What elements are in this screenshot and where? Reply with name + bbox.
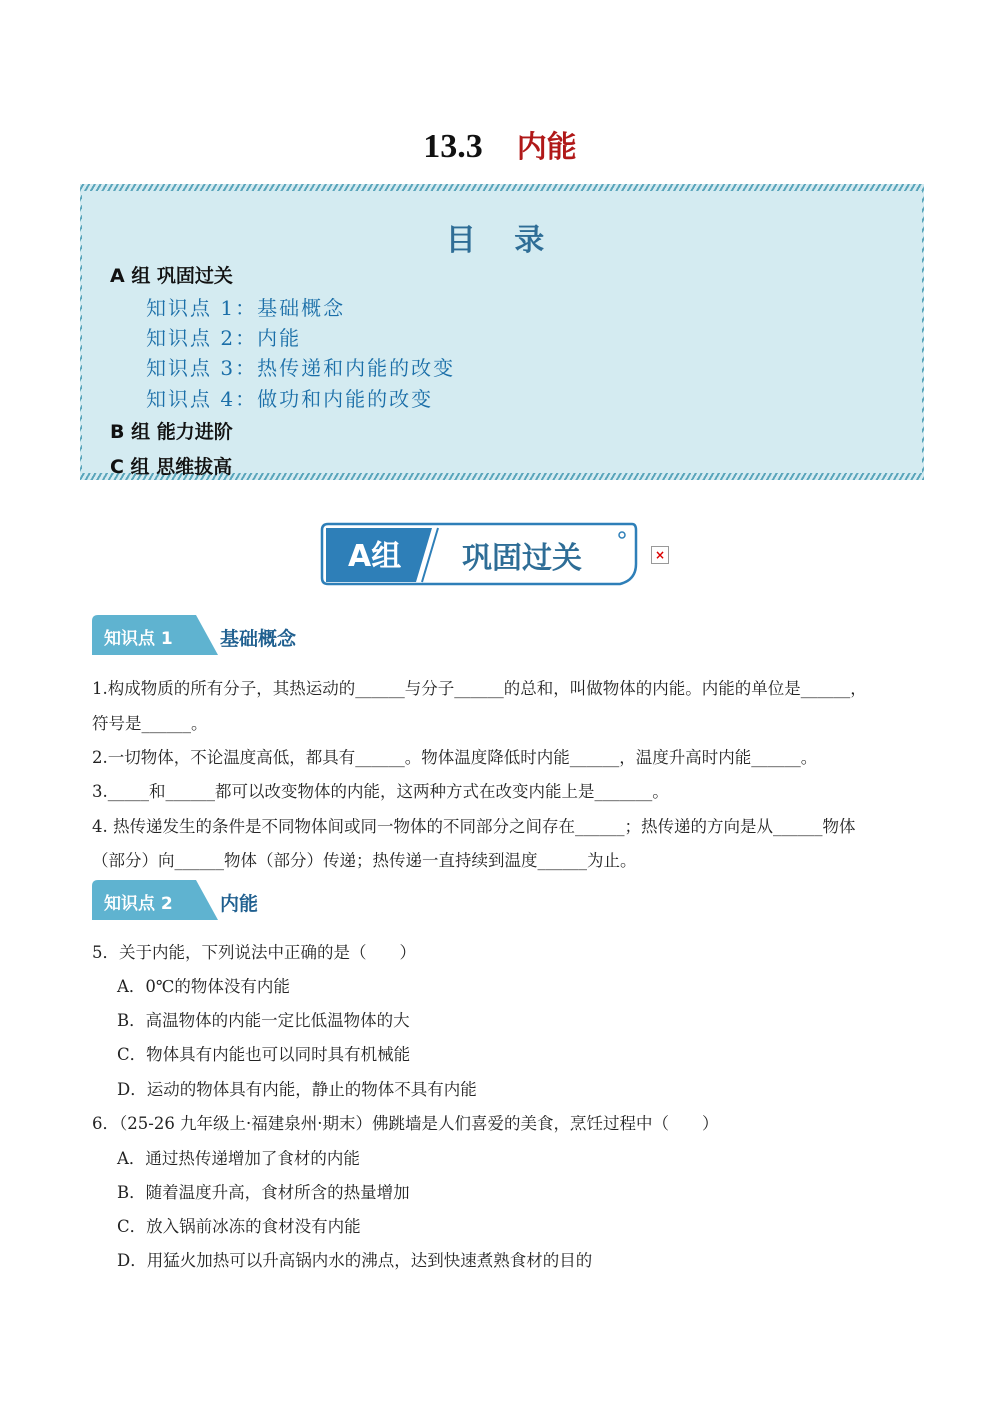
question-5-option-a[interactable]: A．0℃的物体没有内能 — [117, 977, 290, 996]
question-5-option-d[interactable]: D．运动的物体具有内能，静止的物体不具有内能 — [117, 1080, 477, 1099]
page-title — [0, 122, 1000, 166]
section-number: 13.3 — [423, 128, 483, 165]
toc-group-c[interactable]: C 组 思维拔高 — [110, 456, 233, 478]
toc-point-1[interactable]: 知识点 1：基础概念 — [146, 296, 346, 320]
banner-group-label: A组 — [348, 539, 402, 574]
question-6-option-b[interactable]: B．随着温度升高，食材所含的热量增加 — [117, 1183, 410, 1202]
knowledge-point-tag-label: 知识点 1 — [104, 629, 173, 649]
question-2: 2.一切物体，不论温度高低，都具有______。物体温度降低时内能______，温度升高时内能______。 — [92, 748, 818, 767]
question-5-option-c[interactable]: C．物体具有内能也可以同时具有机械能 — [117, 1045, 411, 1064]
question-6-option-d[interactable]: D．用猛火加热可以升高锅内水的沸点，达到快速煮熟食材的目的 — [117, 1251, 593, 1270]
question-1-line-2: 符号是______。 — [92, 714, 208, 733]
question-5-stem: 5．关于内能，下列说法中正确的是（ ） — [92, 943, 416, 962]
table-of-contents — [80, 184, 924, 480]
question-1-line-1: 1.构成物质的所有分子，其热运动的______与分子______的总和，叫做物体的内能。内能的单位是______， — [92, 679, 867, 698]
toc-title: 目 录 — [445, 223, 559, 258]
question-3: 3._____和______都可以改变物体的内能，这两种方式在改变内能上是_______。 — [92, 782, 669, 801]
knowledge-point-1-header — [92, 615, 492, 655]
broken-image-icon: × — [651, 546, 669, 564]
knowledge-point-title: 基础概念 — [220, 628, 297, 650]
knowledge-point-2-header — [92, 880, 492, 920]
toc-point-4[interactable]: 知识点 4：做功和内能的改变 — [146, 387, 434, 411]
toc-point-2[interactable]: 知识点 2：内能 — [146, 326, 302, 350]
question-6-option-a[interactable]: A．通过热传递增加了食材的内能 — [117, 1149, 360, 1168]
question-4-line-1: 4. 热传递发生的条件是不同物体间或同一物体的不同部分之间存在______；热传递的方向是从______物体 — [92, 817, 856, 836]
knowledge-point-title: 内能 — [220, 893, 259, 915]
question-6-stem: 6．（25-26 九年级上·福建泉州·期末）佛跳墙是人们喜爱的美食，烹饪过程中（ ） — [92, 1114, 719, 1133]
knowledge-point-tag — [92, 615, 220, 655]
question-6-option-c[interactable]: C．放入锅前冰冻的食材没有内能 — [117, 1217, 361, 1236]
banner-shape — [320, 520, 638, 590]
banner-title: 巩固过关 — [462, 541, 582, 576]
toc-point-3[interactable]: 知识点 3：热传递和内能的改变 — [146, 356, 456, 380]
section-name: 内能 — [516, 130, 577, 165]
question-5-option-b[interactable]: B．高温物体的内能一定比低温物体的大 — [117, 1011, 410, 1030]
toc-group-b[interactable]: B 组 能力进阶 — [110, 421, 233, 443]
knowledge-point-tag — [92, 880, 220, 920]
section-banner-a — [320, 520, 638, 590]
knowledge-point-tag-label: 知识点 2 — [104, 894, 173, 914]
question-4-line-2: （部分）向______物体（部分）传递；热传递一直持续到温度______为止。 — [92, 851, 637, 870]
toc-group-a[interactable]: A 组 巩固过关 — [110, 265, 233, 287]
